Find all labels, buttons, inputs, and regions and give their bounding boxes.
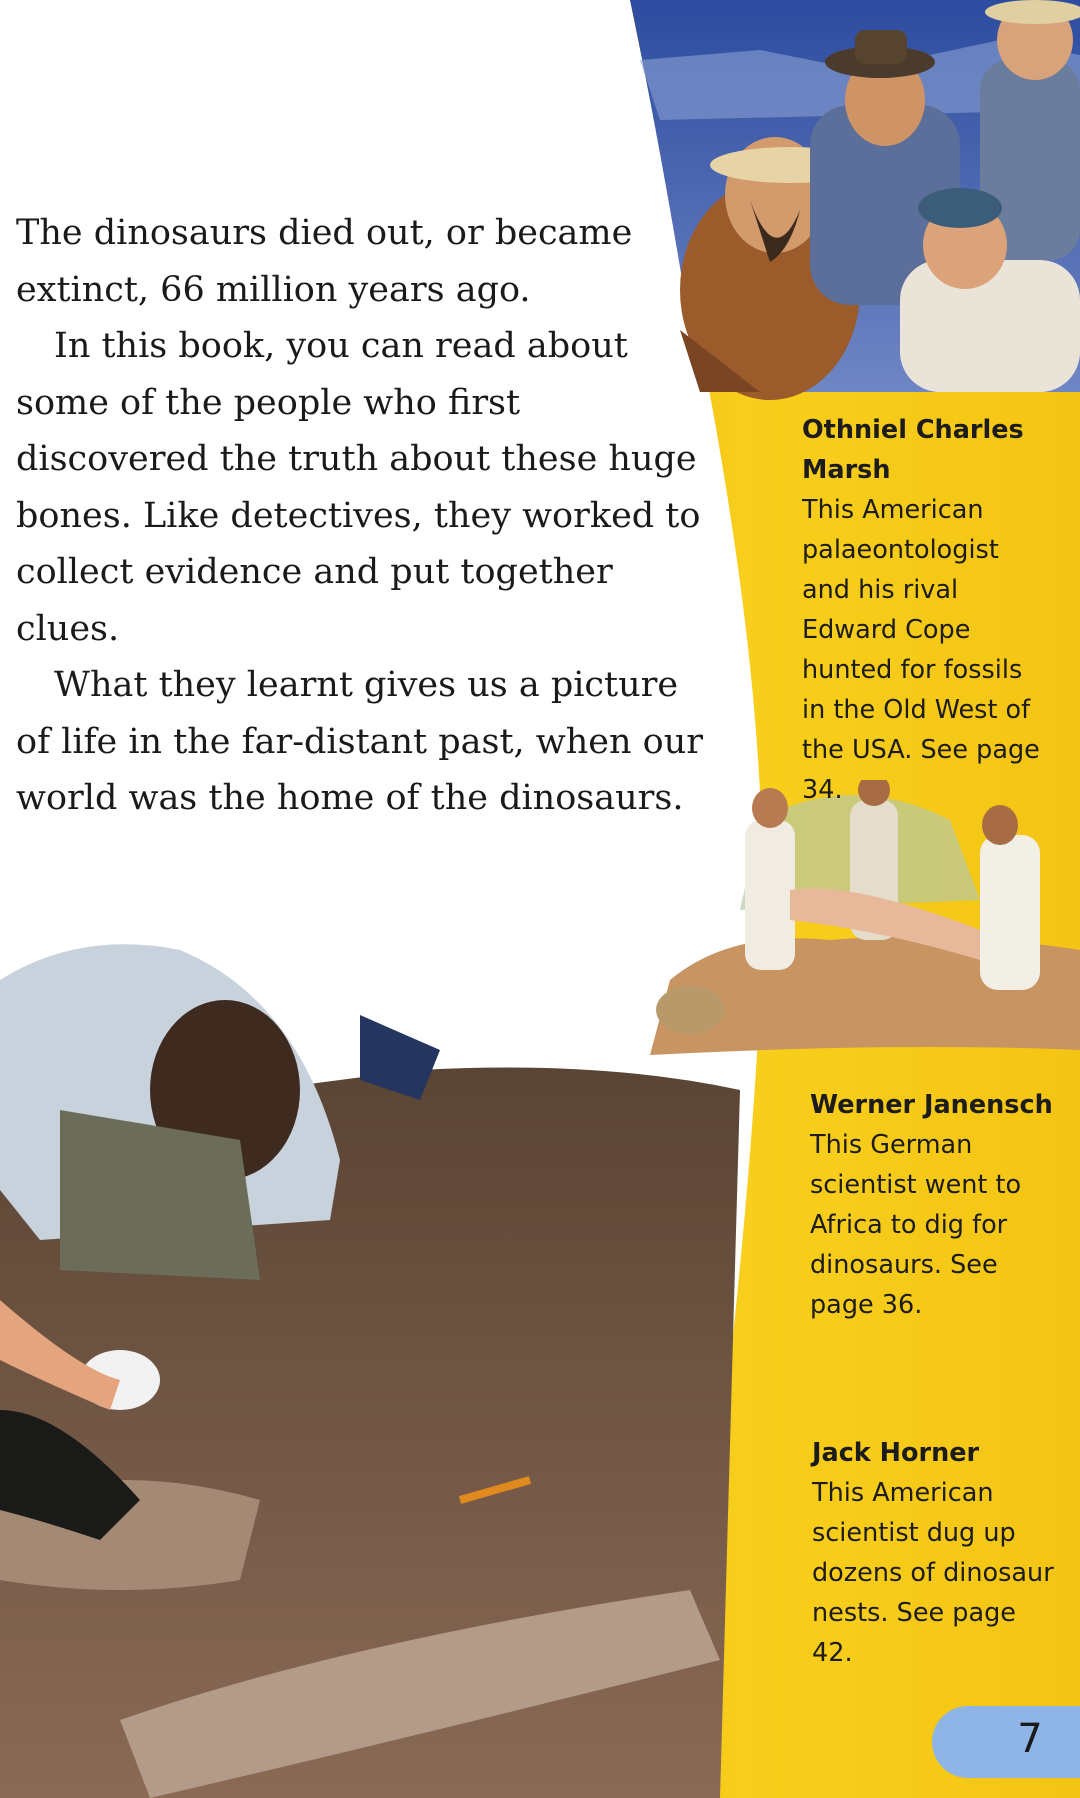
caption-janensch: [810, 1085, 1060, 1325]
caption-name: Jack Horner: [812, 1438, 980, 1468]
caption-marsh: [802, 410, 1052, 810]
caption-text: This German scientist went to Africa to dig for dinosaurs. See page 36.: [810, 1130, 1022, 1320]
intro-text: [16, 205, 716, 827]
caption-name: Werner Janensch: [810, 1090, 1053, 1120]
caption-text: This American palaeontologist and his rival Edward Cope hunted for fossils in the Old West of the USA. See page 34.: [802, 495, 1040, 805]
paragraph-3: What they learnt gives us a picture of life in the far-distant past, when our world was the home of the dinosaurs.: [16, 665, 704, 818]
fossil-dig-photo: [0, 940, 760, 1798]
caption-text: This American scientist dug up dozens of dinosaur nests. See page 42.: [812, 1478, 1054, 1668]
paragraph-1: The dinosaurs died out, or became extinct, 66 million years ago.: [16, 213, 633, 310]
page-number: 7: [1017, 1716, 1043, 1762]
caption-name: Othniel Charles Marsh: [802, 415, 1024, 485]
paragraph-2: In this book, you can read about some of the people who first discovered the truth about these huge bones. Like detectives, they worked to collect evidence and put together clues.: [16, 326, 701, 649]
caption-horner: [812, 1433, 1062, 1673]
